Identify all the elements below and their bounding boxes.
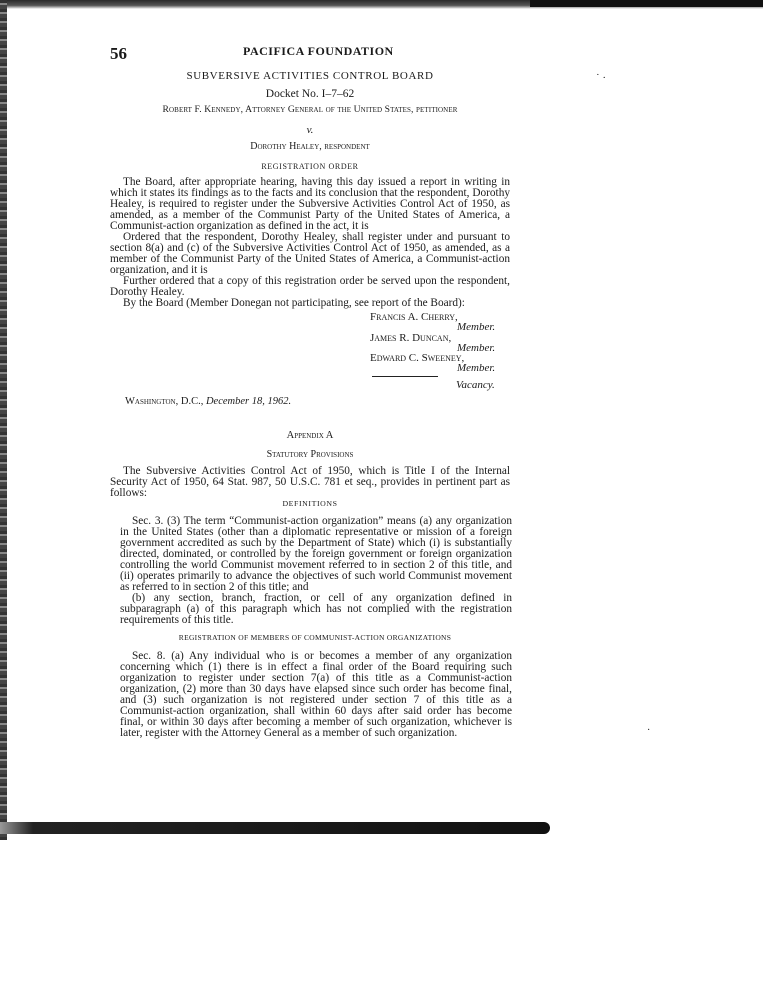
- registration-heading: REGISTRATION OF MEMBERS OF COMMUNIST-ACTION ORGANIZATIONS: [178, 633, 452, 642]
- order-body: [110, 177, 510, 309]
- intro-paragraph: The Subversive Activities Control Act of 1950, which is Title I of the Internal Security Act of 1950, 64 Stat. 987, 50 U.S.C. 781 et seq., provides in pertinent part as follows:: [110, 465, 510, 499]
- appendix-intro: [110, 466, 510, 499]
- place-line: Washington, D.C.,: [125, 396, 204, 407]
- signatory-role: Member.: [457, 321, 496, 333]
- page-number: 56: [110, 44, 127, 63]
- signatory-name: James R. Duncan,: [370, 332, 452, 344]
- order-paragraph: By the Board (Member Donegan not participating, see report of the Board):: [123, 297, 465, 309]
- docket-number: Docket No. I–7–62: [265, 88, 355, 100]
- signatory-name: Edward C. Sweeney,: [370, 352, 465, 364]
- section-3b: (b) any section, branch, fraction, or cell of any organization defined in subparagraph (a) of this paragraph which has not complied with the registration requirements of this title.: [120, 592, 512, 626]
- definitions-heading: DEFINITIONS: [282, 499, 338, 508]
- petitioner-line: Robert F. Kennedy, Attorney General of the United States, petitioner: [162, 104, 458, 115]
- scan-speck: ·: [647, 725, 651, 736]
- scan-left-edge: [0, 0, 7, 840]
- signatory-role: Member.: [457, 362, 496, 374]
- versus: v.: [306, 124, 314, 136]
- order-paragraph: Further ordered that a copy of this registration order be served upon the respondent, Dorothy Healey.: [110, 275, 510, 298]
- scan-bottom-edge: [0, 822, 550, 834]
- signatory-role: Member.: [457, 342, 496, 354]
- vacancy-label: Vacancy.: [456, 379, 495, 391]
- scan-speck: ˙ ·: [596, 72, 607, 84]
- section-3-text: [120, 516, 512, 626]
- order-title: REGISTRATION ORDER: [261, 162, 359, 171]
- scan-top-shadow: [530, 0, 763, 7]
- vacancy-blank-line: [372, 376, 438, 377]
- section-8-text: [120, 651, 512, 739]
- section-3a: Sec. 3. (3) The term “Communist-action organization” means (a) any organization in the United States (other than a diplomatic representative or mission of a foreign government accredited as such by the Department of State) which (i) is substantially directed, dominated, or controlled by the foreign government or foreign organization controlling the world Communist movement referred to in section 2 of this title, and (ii) operates primarily to advance the objectives of such world Communist movement as referred to in section 2 of this title; and: [120, 515, 512, 593]
- date-line: December 18, 1962.: [205, 396, 292, 407]
- running-head: PACIFICA FOUNDATION: [243, 44, 394, 58]
- appendix-subtitle: Statutory Provisions: [266, 449, 354, 460]
- appendix-title: Appendix A: [286, 430, 334, 441]
- signatory-name: Francis A. Cherry,: [370, 311, 458, 323]
- board-name: SUBVERSIVE ACTIVITIES CONTROL BOARD: [186, 70, 434, 82]
- order-paragraph: The Board, after appropriate hearing, having this day issued a report in writing in which it states its findings as to the facts and its conclusion that the respondent, Dorothy Healey, is required to register under the Subversive Activities Control Act of 1950, as amended, as a member of the Communist Party of the United States of America, a Communist-action organization as defined in the act, it is: [110, 176, 510, 232]
- section-8a: Sec. 8. (a) Any individual who is or becomes a member of any organization concerning which (1) there is in effect a final order of the Board requiring such organization to register under section 7(a) of this title as a Communist-action organization, (2) more than 30 days have elapsed since such order has become final, and (3) such organization is not registered under section 7 of this title as a Communist-action organization, shall within 60 days after said order has become final, or within 30 days after becoming a member of such organization, whichever is later, register with the Attorney General as a member of such organization.: [120, 650, 512, 739]
- respondent-line: Dorothy Healey, respondent: [250, 141, 370, 152]
- order-paragraph: Ordered that the respondent, Dorothy Healey, shall register under and pursuant to section 8(a) and (c) of the Subversive Activities Control Act of 1950, as amended, as a member of the Communist Party of the United States of America, a Communist-action organization, and it is: [110, 231, 510, 276]
